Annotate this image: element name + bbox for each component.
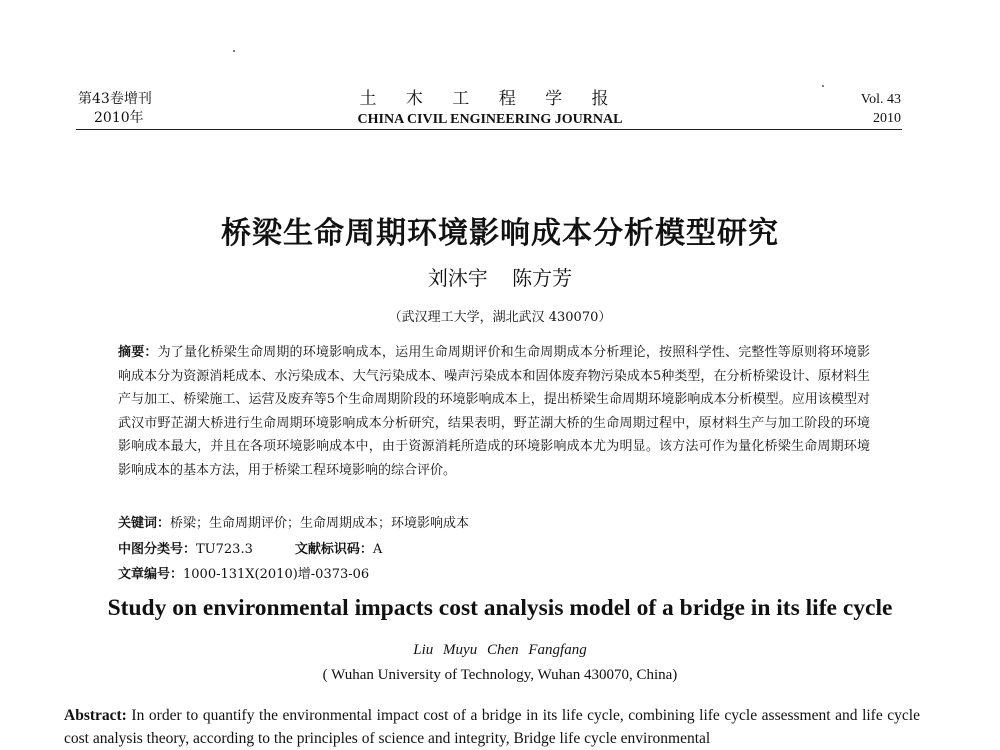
abstract-cn: [118, 341, 870, 483]
header-right: [861, 90, 901, 128]
affiliation-en: ( Wuhan University of Technology, Wuhan 430070, China): [322, 667, 678, 683]
doc-code-label: 文献标识码：: [294, 542, 373, 557]
doc-code-value: A: [372, 542, 383, 557]
header-center: [340, 88, 640, 129]
journal-name-cn: 土 木 工 程 学 报: [359, 89, 621, 109]
article-no-value: 1000-131X(2010)增-0373-06: [183, 567, 370, 582]
year-cn: 2010年: [94, 110, 144, 126]
journal-name-en: CHINA CIVIL ENGINEERING JOURNAL: [357, 112, 623, 127]
abstract-en: [64, 704, 920, 750]
classification-value: TU723.3: [196, 542, 253, 557]
article-number-line: [118, 563, 369, 582]
keywords-label: 关键词：: [118, 516, 171, 531]
scan-speck: [822, 85, 824, 87]
classification-label: 中图分类号：: [118, 542, 197, 557]
volume-cn: 第43卷增刊: [78, 91, 152, 107]
keywords: [118, 512, 469, 531]
abstract-en-label: Abstract:: [64, 707, 127, 724]
authors-cn: 刘沐宇 陈方芳: [427, 266, 573, 290]
header-rule: [76, 129, 902, 130]
scan-speck: [233, 50, 235, 52]
classification-line: [118, 538, 382, 557]
paper-title-en: Study on environmental impacts cost analysis model of a bridge in its life cycle: [107, 595, 893, 621]
abstract-en-text: In order to quantify the environmental impact cost of a bridge in its life cycle, combining life cycle assessment and life cycle cost analysis theory, according to the principles of science and integrity, Bridge life cycle environmental: [64, 707, 920, 747]
abstract-cn-text: 为了量化桥梁生命周期的环境影响成本，运用生命周期评价和生命周期成本分析理论，按照科学性、完整性等原则将环境影响成本分为资源消耗成本、水污染成本、大气污染成本、噪声污染成本和固体废弃物污染成本5种类型，在分析桥梁设计、原材料生产与加工、桥梁施工、运营及废弃等5个生命周期阶段的环境影响成本上，提出桥梁生命周期环境影响成本分析模型。应用该模型对武汉市野芷湖大桥进行生命周期环境影响成本分析研究，结果表明，野芷湖大桥的生命周期过程中，原材料生产与加工阶段的环境影响成本最大，并且在各项环境影响成本中，由于资源消耗所造成的环境影响成本尤为明显。该方法可作为量化桥梁生命周期环境影响成本的基本方法，用于桥梁工程环境影响的综合评价。: [118, 345, 870, 478]
affiliation-cn: （武汉理工大学，湖北武汉 430070）: [388, 310, 612, 325]
keywords-text: 桥梁；生命周期评价；生命周期成本；环境影响成本: [170, 516, 470, 531]
volume-en: Vol. 43: [860, 92, 901, 107]
abstract-cn-label: 摘要：: [118, 345, 158, 360]
header-left: [78, 90, 152, 128]
paper-title-cn: 桥梁生命周期环境影响成本分析模型研究: [221, 216, 779, 251]
article-no-label: 文章编号：: [118, 567, 184, 582]
year-en: 2010: [873, 111, 901, 126]
authors-en: Liu Muyu Chen Fangfang: [413, 642, 587, 658]
